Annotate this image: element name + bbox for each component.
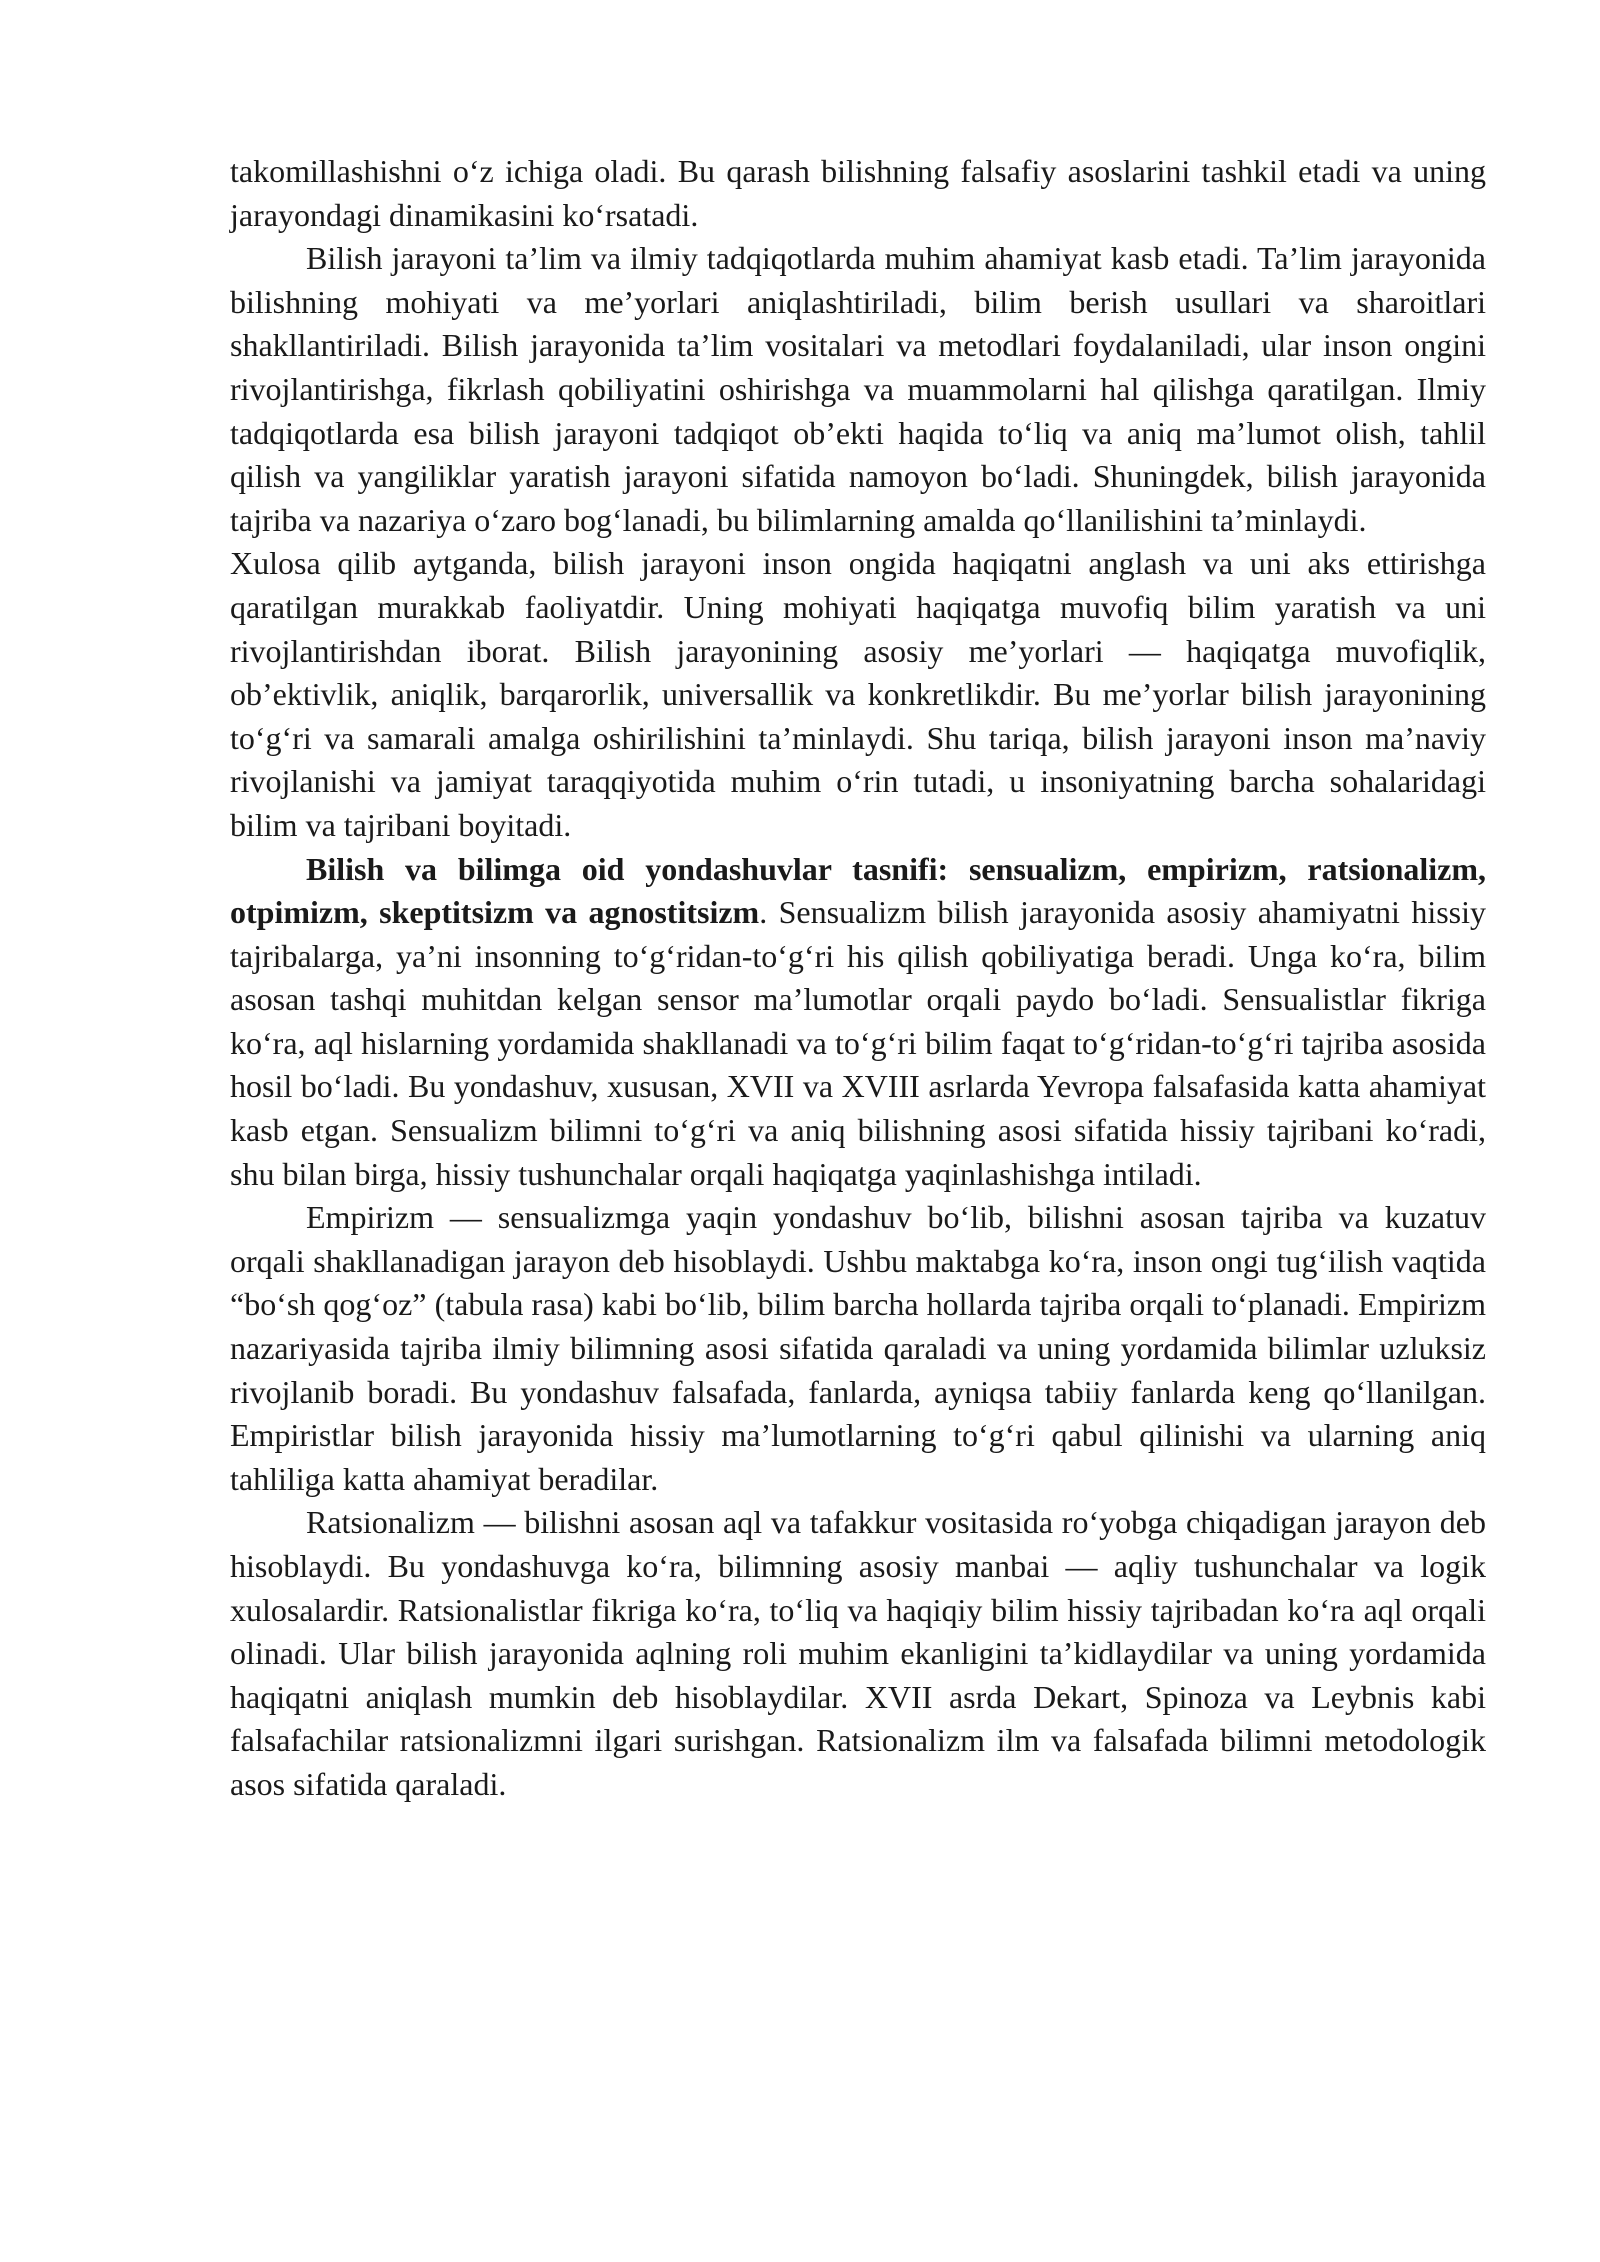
paragraph-conclusion: Xulosa qilib aytganda, bilish jarayoni inson ongida haqiqatni anglash va uni aks ettirishga qaratilgan murakkab faoliyatdir. Uning mohiyati haqiqatga muvofiq bilim yaratish va uni rivojlantirishdan iborat. Bilish jarayonining asosiy me’yorlari — haqiqatga muvofiqlik, ob’ektivlik, aniqlik, barqarorlik, universallik va konkretlikdir. Bu me’yorlar bilish jarayonining to‘g‘ri va samarali amalga oshirilishini ta’minlaydi. Shu tariqa, bilish jarayoni inson ma’naviy rivojlanishi va jamiyat taraqqiyotida muhim o‘rin tutadi, u insoniyatning barcha sohalaridagi bilim va tajribani boyitadi. [230,545,1486,843]
paragraph-continuation: takomillashishni o‘z ichiga oladi. Bu qarash bilishning falsafiy asoslarini tashkil etadi va uning jarayondagi dinamikasini ko‘rsatadi. [230,153,1486,233]
section-heading: Bilish va bilimga oid yondashuvlar tasnifi: sensualizm, empirizm, ratsionalizm, otpimizm, skeptitsizm va agnostitsizm [230,850,1486,931]
paragraph-rationalism: Ratsionalizm — bilishni asosan aql va tafakkur vositasida ro‘yobga chiqadigan jarayon deb hisoblaydi. Bu yondashuvga ko‘ra, bilimning asosiy manbai — aqliy tushunchalar va logik xulosalardir. Ratsionalistlar fikriga ko‘ra, to‘liq va haqiqiy bilim hissiy tajribadan ko‘ra aql orqali olinadi. Ular bilish jarayonida aqlning roli muhim ekanligini ta’kidlaydilar va uning yordamida haqiqatni aniqlash mumkin deb hisoblaydilar. XVII asrda Dekart, Spinoza va Leybnis kabi falsafachilar ratsionalizmni ilgari surishgan. Ratsionalizm ilm va falsafada bilimni metodologik asos sifatida qaraladi. [230,1504,1486,1802]
paragraph-sensualism [230,848,1486,1197]
document-page [230,150,1486,1807]
paragraph-learning-process: Bilish jarayoni ta’lim va ilmiy tadqiqotlarda muhim ahamiyat kasb etadi. Ta’lim jarayonida bilishning mohiyati va me’yorlari aniqlashtiriladi, bilim berish usullari va sharoitlari shakllantiriladi. Bilish jarayonida ta’lim vositalari va metodlari foydalaniladi, ular inson ongini rivojlantirishga, fikrlash qobiliyatini oshirishga va muammolarni hal qilishga qaratilgan. Ilmiy tadqiqotlarda esa bilish jarayoni tadqiqot ob’ekti haqida to‘liq va aniq ma’lumot olish, tahlil qilish va yangiliklar yaratish jarayoni sifatida namoyon bo‘ladi. Shuningdek, bilish jarayonida tajriba va nazariya o‘zaro bog‘lanadi, bu bilimlarning amalda qo‘llanilishini ta’minlaydi. [230,240,1486,538]
paragraph-empiricism: Empirizm — sensualizmga yaqin yondashuv bo‘lib, bilishni asosan tajriba va kuzatuv orqali shakllanadigan jarayon deb hisoblaydi. Ushbu maktabga ko‘ra, inson ongi tug‘ilish vaqtida “bo‘sh qog‘oz” (tabula rasa) kabi bo‘lib, bilim barcha hollarda tajriba orqali to‘planadi. Empirizm nazariyasida tajriba ilmiy bilimning asosi sifatida qaraladi va uning yordamida bilimlar uzluksiz rivojlanib boradi. Bu yondashuv falsafada, fanlarda, ayniqsa tabiiy fanlarda keng qo‘llanilgan. Empiristlar bilish jarayonida hissiy ma’lumotlarning to‘g‘ri qabul qilinishi va ularning aniq tahliliga katta ahamiyat beradilar. [230,1199,1486,1497]
paragraph-sensualism-text: . Sensualizm bilish jarayonida asosiy ahamiyatni hissiy tajribalarga, ya’ni insonning to‘g‘ridan-to‘g‘ri his qilish qobiliyatiga beradi. Unga ko‘ra, bilim asosan tashqi muhitdan kelgan sensor ma’lumotlar orqali paydo bo‘ladi. Sensualistlar fikriga ko‘ra, aql hislarning yordamida shakllanadi va to‘g‘ri bilim faqat to‘g‘ridan-to‘g‘ri tajriba asosida hosil bo‘ladi. Bu yondashuv, xususan, XVII va XVIII asrlarda Yevropa falsafasida katta ahamiyat kasb etgan. Sensualizm bilimni to‘g‘ri va aniq bilishning asosi sifatida hissiy tajribani ko‘radi, shu bilan birga, hissiy tushunchalar orqali haqiqatga yaqinlashishga intiladi. [230,894,1486,1192]
